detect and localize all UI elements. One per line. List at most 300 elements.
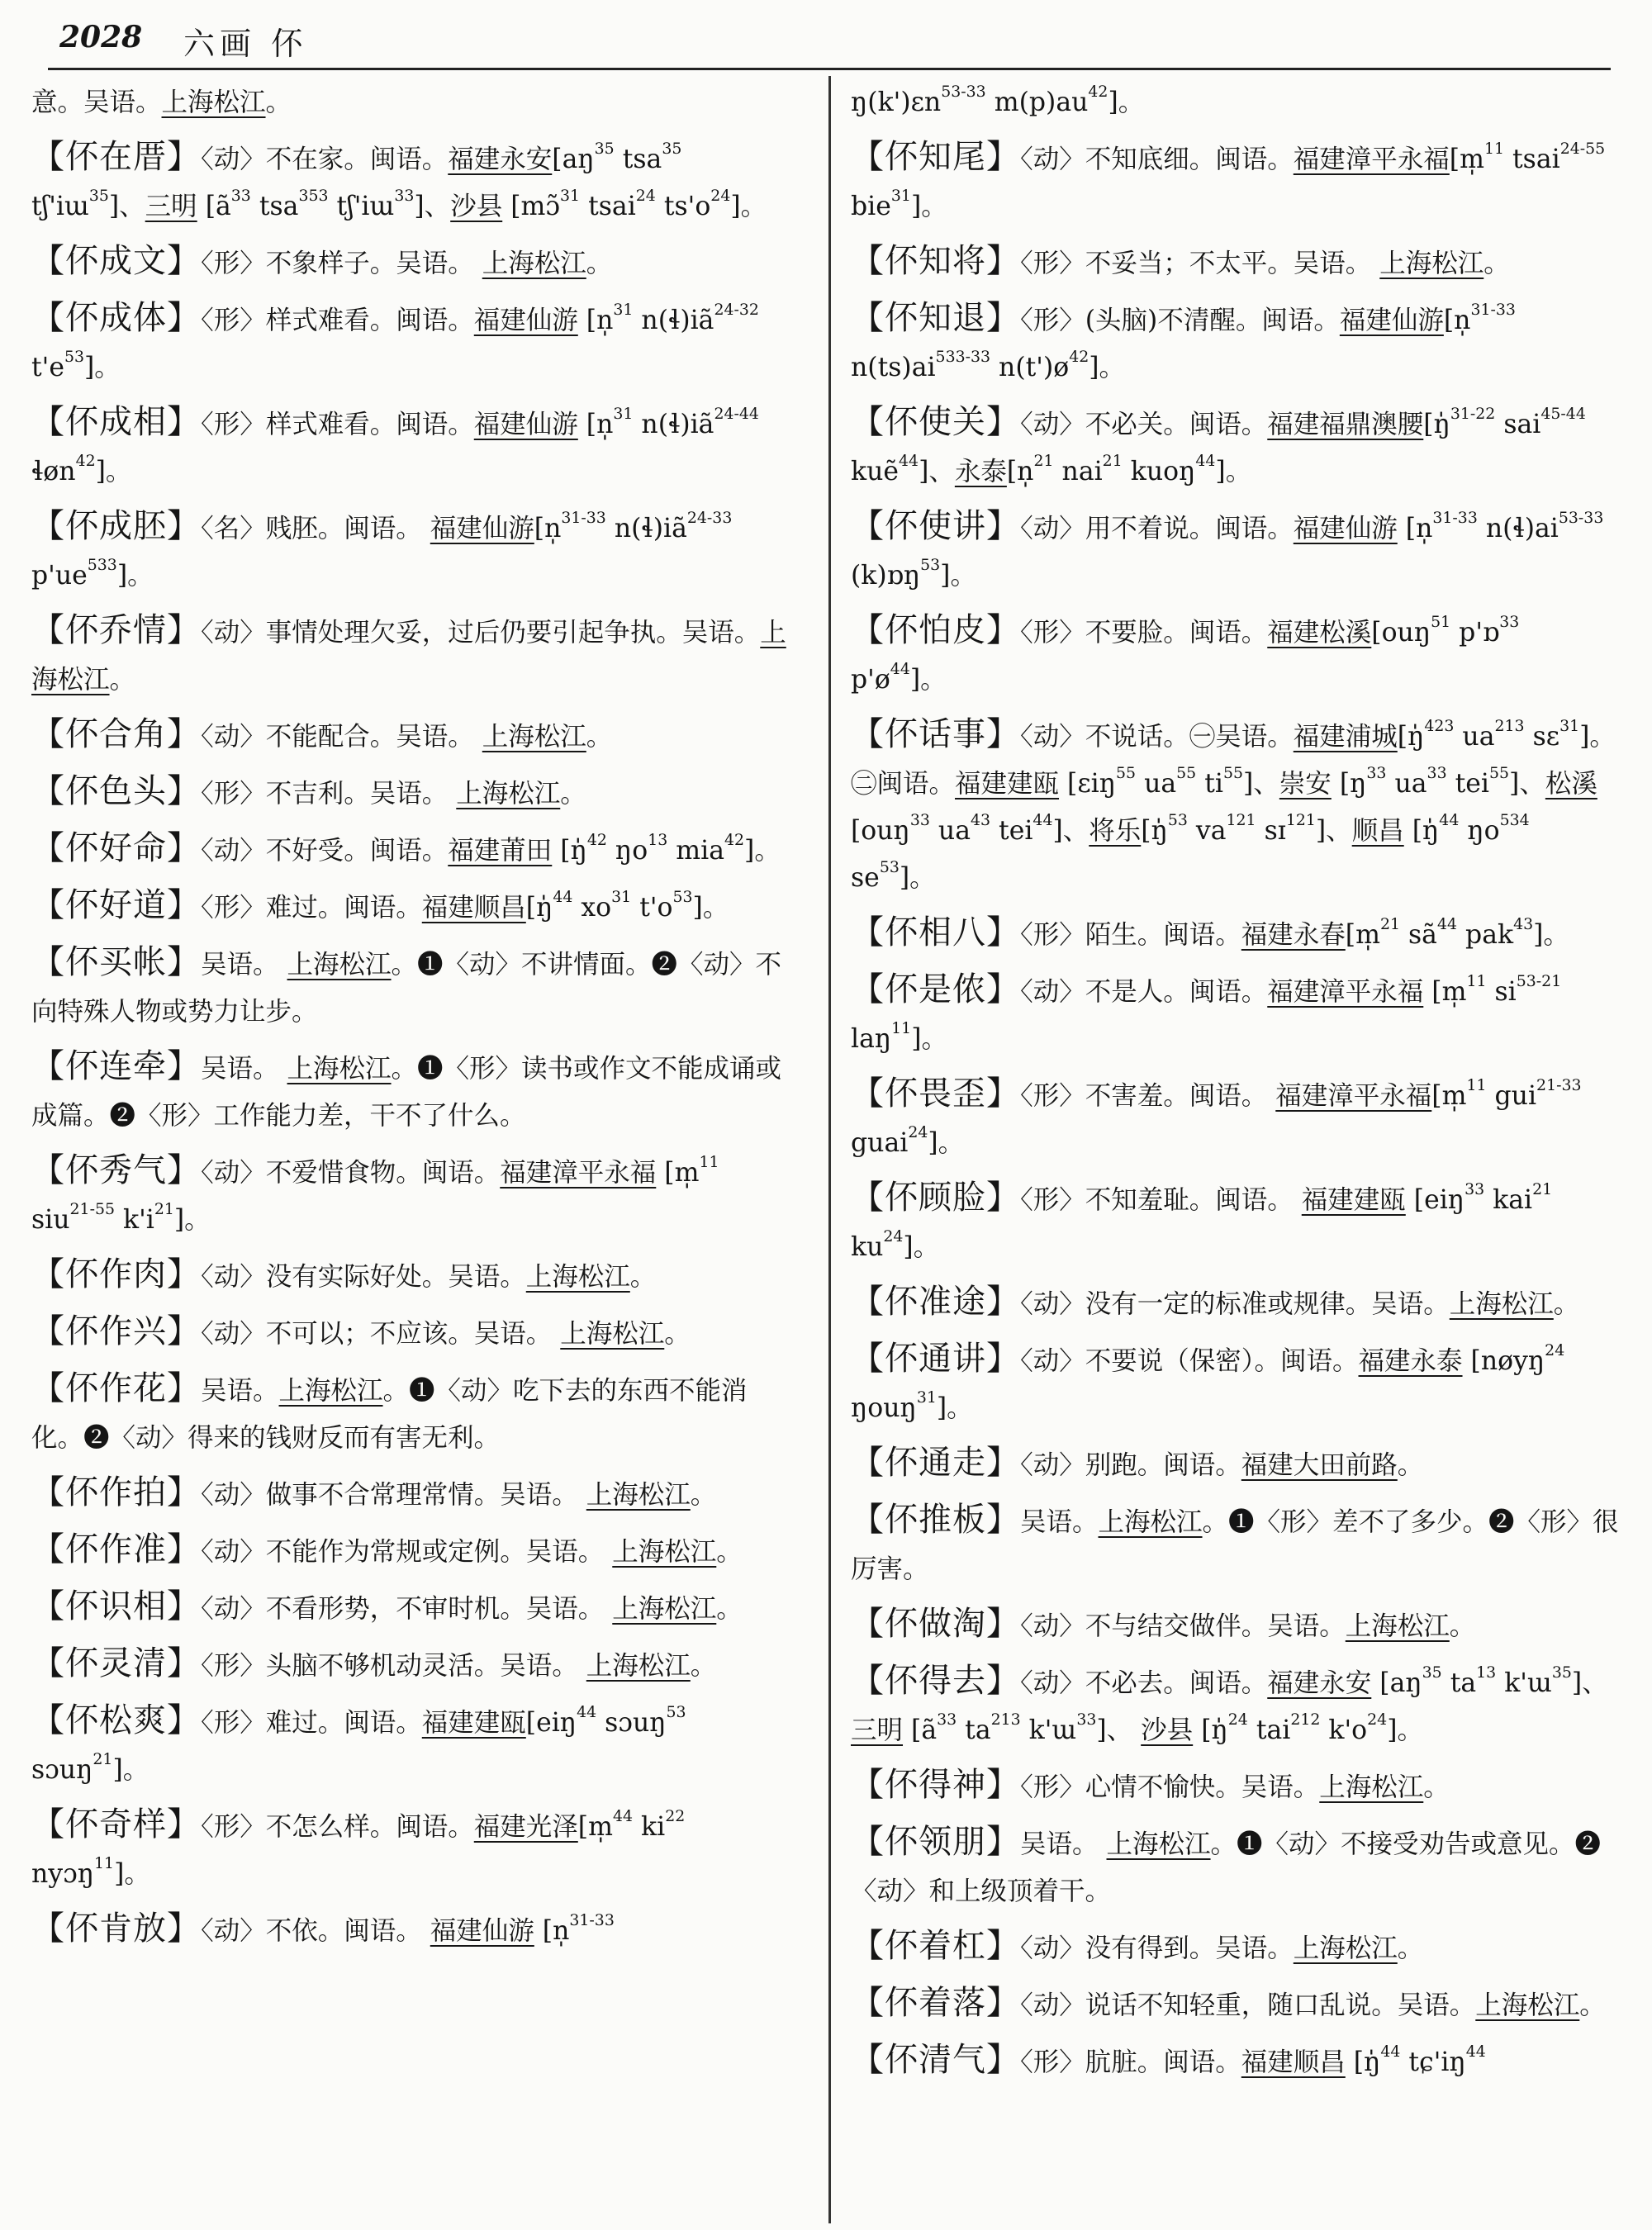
dictionary-entry	[851, 134, 1621, 230]
tone-mark: 35	[88, 187, 109, 205]
entry-text: [n̩	[534, 1916, 570, 1946]
tone-mark: 31	[916, 1388, 937, 1407]
tone-mark: 44	[890, 660, 910, 678]
tone-mark: 55	[1488, 764, 1510, 782]
tone-mark: 22	[665, 1807, 686, 1825]
tone-mark: 42	[75, 452, 96, 470]
place-name: 福建仙游	[473, 306, 578, 335]
tone-mark: 53	[920, 556, 941, 574]
entry-text: 〈形〉(头脑)不清醒。闽语。	[1020, 306, 1340, 335]
entry-text: [aŋ	[552, 145, 595, 174]
tone-mark: 31	[611, 888, 632, 906]
entry-text: ua	[929, 816, 971, 846]
tone-mark: 53-33	[1558, 509, 1604, 527]
entry-text: [n̩	[577, 410, 614, 439]
tone-mark: 45-44	[1540, 405, 1586, 423]
right-column	[851, 79, 1621, 2094]
entry-text: [n̩	[1397, 514, 1433, 543]
entry-text: 〈形〉头脑不够机动灵活。吴语。	[201, 1651, 586, 1681]
entry-text: [ŋ̍	[1141, 816, 1168, 846]
entry-text: ]、	[1315, 816, 1352, 846]
entry-text: 〈动〉做事不合常理常情。吴语。	[201, 1480, 586, 1510]
entry-text: laŋ	[851, 1024, 892, 1054]
tone-mark: 423	[1424, 717, 1455, 735]
entry-text: [n̩	[534, 514, 562, 543]
place-name: 福建仙游	[430, 1916, 534, 1946]
entry-text: siu	[31, 1205, 70, 1235]
entry-text: ]。	[730, 192, 767, 221]
entry-text: [ŋ̍	[552, 836, 587, 866]
entry-text: sɛ	[1524, 722, 1560, 752]
entry-headword: 【伓作准】	[31, 1530, 201, 1568]
entry-text: [ŋ̍	[1423, 410, 1450, 439]
entry-text: ɬøn	[31, 457, 76, 486]
place-name: 三明	[851, 1715, 904, 1745]
entry-text: tɕ'iŋ	[1400, 2047, 1466, 2077]
entry-text: n(t')ø	[990, 353, 1070, 382]
tone-mark: 31-33	[561, 509, 606, 527]
entry-text: ]、	[1243, 769, 1279, 799]
tone-mark: 21	[93, 1750, 113, 1768]
tone-mark: 534	[1499, 811, 1530, 829]
entry-headword: 【伓着落】	[851, 1984, 1020, 2022]
entry-text: ki	[633, 1812, 666, 1842]
entry-text: tai	[1247, 1715, 1291, 1745]
tone-mark: 44	[1195, 452, 1216, 470]
entry-text: [m̩	[1345, 920, 1380, 950]
entry-text: ]。	[903, 1232, 940, 1262]
entry-text: ]、	[414, 192, 451, 221]
entry-text: ku	[851, 1232, 884, 1262]
entry-text: 〈动〉不与结交做伴。吴语。	[1020, 1611, 1346, 1641]
place-name: 福建漳平永福	[1275, 1081, 1432, 1111]
entry-text: k'ɯ	[1020, 1715, 1077, 1745]
entry-headword: 【伓相八】	[851, 913, 1020, 951]
dictionary-entry	[851, 1440, 1621, 1489]
tone-mark: 33	[937, 1710, 957, 1729]
entry-text: n(ɬ)iã	[605, 514, 687, 543]
dictionary-entry	[31, 1043, 787, 1140]
tone-mark: 31-33	[1432, 509, 1478, 527]
entry-text: ]、	[1509, 769, 1545, 799]
place-name: 上海松江	[1293, 1933, 1398, 1963]
place-name: 永泰	[954, 457, 1007, 486]
entry-text: 〈形〉不吉利。吴语。	[201, 779, 457, 809]
dictionary-entry	[31, 768, 787, 818]
place-name: 福建建瓯	[1301, 1185, 1406, 1215]
tone-mark: 33	[1427, 764, 1447, 782]
tone-mark: 11	[699, 1153, 719, 1171]
tone-mark: 213	[990, 1710, 1021, 1729]
tone-mark: 533-33	[935, 348, 991, 366]
place-name: 三明	[145, 192, 197, 221]
dictionary-entry	[31, 939, 787, 1036]
entry-headword: 【伓是侬】	[851, 970, 1020, 1008]
place-name: 上海松江	[287, 950, 392, 980]
tone-mark: 24	[1367, 1710, 1388, 1729]
entry-text: gui	[1486, 1081, 1537, 1111]
tone-mark: 213	[1494, 717, 1525, 735]
entry-text: [m̩	[1423, 977, 1467, 1007]
entry-headword: 【伓连牵】	[31, 1047, 201, 1085]
dictionary-entry	[851, 1601, 1621, 1650]
tone-mark: 43	[970, 811, 991, 829]
tone-mark: 31-33	[1470, 301, 1516, 319]
entry-text: [nøyŋ	[1462, 1346, 1545, 1376]
dictionary-entry	[31, 1905, 787, 1955]
entry-text: ]。	[1215, 457, 1252, 486]
entry-text: 〈动〉没有实际好处。吴语。	[201, 1262, 526, 1292]
dictionary-entry	[31, 1697, 787, 1794]
tone-mark: 53	[672, 888, 693, 906]
entry-headword: 【伓做淘】	[851, 1605, 1020, 1643]
tone-mark: 21	[1102, 452, 1123, 470]
place-name: 福建仙游	[1293, 514, 1398, 543]
entry-headword: 【伓成相】	[31, 403, 201, 441]
entry-text: si	[1486, 977, 1517, 1007]
dictionary-entry	[31, 882, 787, 932]
dictionary-entry	[851, 295, 1621, 391]
tone-mark: 11	[1466, 1076, 1487, 1094]
entry-text: se	[851, 863, 880, 893]
dictionary-entry	[851, 1762, 1621, 1811]
entry-text: 〈形〉样式难看。闽语。	[201, 410, 474, 439]
place-name: 福建大田前路	[1241, 1450, 1398, 1480]
entry-headword: 【伓在厝】	[31, 138, 201, 176]
entry-headword: 【伓好命】	[31, 829, 201, 867]
dictionary-entry	[851, 1980, 1621, 2029]
entry-text: [m̩	[656, 1158, 700, 1188]
entry-text: [ouŋ	[851, 816, 910, 846]
entry-text: tei	[1446, 769, 1489, 799]
entry-headword: 【伓肯放】	[31, 1910, 201, 1948]
entry-text: 。❶〈动〉吃下去的东西不能消化。❷〈动〉得来的钱财反而有害无利。	[31, 1376, 748, 1453]
entry-text: t'o	[631, 893, 673, 923]
tone-mark: 53-33	[941, 83, 986, 101]
entry-text: 〈动〉不能配合。吴语。	[201, 722, 482, 752]
entry-text: mia	[667, 836, 724, 866]
entry-text: 〈动〉不看形势，不审时机。吴语。	[201, 1594, 613, 1624]
dictionary-entry	[31, 607, 787, 704]
tone-mark: 24-44	[714, 405, 759, 423]
place-name: 福建浦城	[1293, 722, 1398, 752]
entry-text: 。	[265, 88, 292, 117]
dictionary-entry	[851, 2037, 1621, 2086]
entry-text: ]。	[940, 561, 976, 591]
place-name: 福建漳平永福	[1267, 977, 1424, 1007]
entry-headword: 【伓知将】	[851, 242, 1020, 280]
tone-mark: 44	[1436, 915, 1458, 933]
tone-mark: 31-33	[569, 1911, 615, 1929]
entry-text: 〈动〉不好受。闽语。	[201, 836, 449, 866]
dictionary-entry	[31, 503, 787, 600]
entry-text: 〈形〉不要脸。闽语。	[1020, 618, 1268, 648]
column-divider	[828, 76, 831, 2223]
entry-text: bie	[851, 192, 891, 221]
entry-headword: 【伓话事】	[851, 715, 1020, 753]
tone-mark: 24	[1227, 1710, 1248, 1729]
place-name: 福建永泰	[1358, 1346, 1463, 1376]
dictionary-entry	[851, 1923, 1621, 1972]
entry-headword: 【伓色头】	[31, 772, 201, 810]
dictionary-entry	[851, 909, 1621, 959]
tone-mark: 24-55	[1559, 140, 1606, 158]
entry-headword: 【伓知退】	[851, 299, 1020, 337]
entry-text: 意。吴语。	[31, 88, 162, 117]
tone-mark: 24	[883, 1227, 904, 1245]
tone-mark: 11	[1483, 140, 1504, 158]
entry-text: ]。	[909, 665, 947, 695]
place-name: 松溪	[1545, 769, 1597, 799]
entry-text: sɔuŋ	[596, 1708, 667, 1738]
place-name: 福建建瓯	[421, 1708, 526, 1738]
place-name: 上海松江	[456, 779, 561, 809]
place-name: 崇安	[1279, 769, 1332, 799]
dictionary-entry	[31, 1147, 787, 1244]
tone-mark: 33	[1499, 613, 1520, 631]
entry-text: 〈动〉别跑。闽语。	[1020, 1450, 1241, 1480]
entry-text: [aŋ	[1371, 1668, 1422, 1698]
tone-mark: 42	[586, 831, 607, 849]
tone-mark: 33	[909, 811, 930, 829]
entry-headword: 【伓灵清】	[31, 1644, 201, 1682]
place-name: 上海松江	[1319, 1772, 1424, 1802]
place-name: 上海松江	[1449, 1289, 1554, 1319]
entry-text: 〈动〉不必去。闽语。	[1020, 1668, 1268, 1698]
place-name: 上海松江	[525, 1262, 630, 1292]
entry-text: ]。	[112, 1755, 150, 1785]
dictionary-entry	[31, 1526, 787, 1576]
tone-mark: 31	[1559, 717, 1580, 735]
entry-headword: 【伓得神】	[851, 1766, 1020, 1804]
tone-mark: 121	[1226, 811, 1256, 829]
dictionary-entry	[851, 1497, 1621, 1593]
place-name: 福建建瓯	[955, 769, 1060, 799]
entry-text: ]。㊁闽语。	[851, 722, 1616, 799]
entry-text: ]、	[1096, 1715, 1142, 1745]
entry-text: [ã	[197, 192, 231, 221]
tone-mark: 21	[1532, 1180, 1553, 1198]
continued-text	[851, 79, 1621, 126]
entry-text: 。	[629, 1262, 657, 1292]
place-name: 福建顺昌	[421, 893, 526, 923]
place-name: 福建永安	[1267, 1668, 1372, 1698]
entry-text: 〈动〉不爱惜食物。闽语。	[201, 1158, 501, 1188]
tone-mark: 33	[1076, 1710, 1097, 1729]
entry-text: 。	[560, 779, 586, 809]
entry-text: 〈形〉心情不愉快。吴语。	[1020, 1772, 1320, 1802]
entry-headword: 【伓奇样】	[31, 1805, 201, 1843]
entry-text: va	[1187, 816, 1227, 846]
entry-text: 。	[716, 1594, 743, 1624]
place-name: 上海松江	[278, 1376, 383, 1406]
tone-mark: 21	[1379, 915, 1400, 933]
entry-text: 吴语。	[1020, 1829, 1107, 1859]
entry-headword: 【伓成胚】	[31, 507, 201, 545]
entry-text: 吴语。	[201, 1054, 287, 1084]
tone-mark: 42	[1088, 83, 1108, 101]
place-name: 上海松江	[586, 1480, 691, 1510]
entry-text: [ŋ̍	[1403, 816, 1440, 846]
dictionary-entry	[851, 1279, 1621, 1328]
place-name: 上海松江	[1345, 1611, 1450, 1641]
entry-text: n(ts)ai	[851, 353, 936, 382]
entry-text: 〈形〉不怎么样。闽语。	[201, 1812, 474, 1842]
entry-text: ua	[1454, 722, 1495, 752]
entry-text: 〈形〉不象样子。吴语。	[201, 249, 482, 278]
place-name: 上海松江	[1379, 249, 1484, 278]
page-header	[59, 15, 1612, 73]
tone-mark: 53	[64, 348, 85, 366]
tone-mark: 33	[1366, 764, 1387, 782]
place-name: 福建漳平永福	[1293, 145, 1450, 174]
tone-mark: 21	[1033, 452, 1054, 470]
entry-text: 。	[1483, 249, 1510, 278]
entry-text: tsai	[580, 192, 636, 221]
entry-text: [ã	[903, 1715, 938, 1745]
place-name: 上海松江	[1106, 1829, 1211, 1859]
entry-text: guai	[851, 1128, 909, 1158]
entry-text: 〈动〉不依。闽语。	[201, 1916, 430, 1946]
entry-headword: 【伓领朋】	[851, 1823, 1020, 1861]
entry-text: [n̩	[1006, 457, 1034, 486]
place-name: 上海松江	[612, 1594, 717, 1624]
entry-text: 〈动〉没有一定的标准或规律。吴语。	[1020, 1289, 1450, 1319]
tone-mark: 55	[1176, 764, 1197, 782]
entry-text: 〈形〉难过。闽语。	[201, 893, 422, 923]
entry-headword: 【伓成体】	[31, 299, 201, 337]
dictionary-entry	[31, 1583, 787, 1633]
entry-text: 〈动〉不必关。闽语。	[1020, 410, 1268, 439]
entry-text: ]。	[936, 1393, 973, 1423]
entry-text: [ŋ	[1331, 769, 1367, 799]
tone-mark: 11	[891, 1019, 912, 1037]
entry-text: ŋo	[1459, 816, 1500, 846]
entry-text: [ŋ̍	[1397, 722, 1425, 752]
dictionary-entry	[851, 503, 1621, 600]
place-name: 福建漳平永福	[500, 1158, 657, 1188]
entry-text: 〈动〉说话不知轻重，随口乱说。吴语。	[1020, 1990, 1476, 2020]
dictionary-entry	[31, 1365, 787, 1462]
tone-mark: 55	[1222, 764, 1243, 782]
tone-mark: 21	[154, 1200, 174, 1218]
dictionary-entry	[851, 711, 1621, 902]
tone-mark: 35	[1551, 1663, 1572, 1682]
tone-mark: 353	[298, 187, 329, 205]
place-name: 顺昌	[1351, 816, 1404, 846]
tone-mark: 35	[662, 140, 682, 158]
entry-text: 。	[1423, 1772, 1450, 1802]
entry-text: [ɛiŋ	[1059, 769, 1117, 799]
entry-text: 。❶〈形〉差不了多少。❷〈形〉很厉害。	[851, 1507, 1619, 1584]
entry-text: 〈形〉不妥当；不太平。吴语。	[1020, 249, 1380, 278]
place-name: 将乐	[1089, 816, 1142, 846]
place-name: 沙县	[450, 192, 503, 221]
entry-text: [eiŋ	[1405, 1185, 1465, 1215]
entry-text: [m̩	[1431, 1081, 1467, 1111]
entry-text: 〈动〉不能作为常规或定例。吴语。	[201, 1537, 613, 1567]
dictionary-entry	[31, 1801, 787, 1898]
tone-mark: 53	[666, 1703, 686, 1721]
entry-headword: 【伓准途】	[851, 1283, 1020, 1321]
entry-text: 〈形〉不害羞。闽语。	[1020, 1081, 1276, 1111]
dictionary-entry	[851, 1174, 1621, 1271]
place-name: 上海松江	[612, 1537, 717, 1567]
place-name: 上海松江	[1098, 1507, 1203, 1537]
entry-text: [eiŋ	[525, 1708, 577, 1738]
dictionary-entry	[851, 1336, 1621, 1432]
tone-mark: 21-55	[69, 1200, 115, 1218]
header-rule	[48, 68, 1611, 70]
entry-text: ]。	[1533, 920, 1569, 950]
entry-text: ]。	[928, 1128, 965, 1158]
place-name: 福建仙游	[1339, 306, 1444, 335]
place-name: 福建松溪	[1267, 618, 1372, 648]
place-name: 福建仙游	[430, 514, 534, 543]
entry-text: 。	[109, 665, 136, 695]
entry-text: p'ue	[31, 561, 88, 591]
entry-text: [n̩	[1443, 306, 1471, 335]
entry-text: 。	[586, 249, 613, 278]
place-name: 福建仙游	[473, 410, 578, 439]
tone-mark: 24	[1545, 1341, 1565, 1359]
entry-text: 。	[1397, 1933, 1424, 1963]
entry-headword: 【伓好道】	[31, 886, 201, 924]
entry-text: [m̩	[1449, 145, 1484, 174]
entry-text: nyɔŋ	[31, 1859, 95, 1889]
place-name: 福建莆田	[448, 836, 553, 866]
entry-text: ]。	[84, 353, 121, 382]
entry-text: sã	[1400, 920, 1437, 950]
entry-text: 。	[716, 1537, 743, 1567]
entry-headword: 【伓合角】	[31, 715, 201, 753]
tone-mark: 212	[1290, 1710, 1321, 1729]
dictionary-entry	[31, 295, 787, 391]
entry-text: 〈形〉肮脏。闽语。	[1020, 2047, 1241, 2077]
entry-text: ]。	[692, 893, 729, 923]
entry-text: tʃ'iɯ	[328, 192, 395, 221]
tone-mark: 31	[560, 187, 581, 205]
place-name: 上海松江	[482, 249, 586, 278]
entry-text: 〈动〉不知底细。闽语。	[1020, 145, 1294, 174]
entry-text: [ŋ̍	[1345, 2047, 1381, 2077]
entry-text: tsa	[250, 192, 299, 221]
dictionary-entry	[31, 825, 787, 875]
entry-text: ]。	[95, 457, 132, 486]
tone-mark: 21-33	[1536, 1076, 1582, 1094]
tone-mark: 33	[1464, 1180, 1485, 1198]
entry-text: 吴语。	[201, 1376, 279, 1406]
entry-text: 。	[690, 1480, 717, 1510]
entry-text: m(p)au	[985, 88, 1089, 117]
tone-mark: 43	[1513, 915, 1534, 933]
tone-mark: 31-22	[1450, 405, 1496, 423]
entry-headword: 【伓作肉】	[31, 1255, 201, 1293]
tone-mark: 44	[1380, 2043, 1401, 2061]
entry-text: k'i	[115, 1205, 154, 1235]
entry-text: 〈形〉陌生。闽语。	[1020, 920, 1241, 950]
entry-text: ]、	[1571, 1668, 1608, 1698]
tone-mark: 11	[94, 1854, 115, 1872]
dictionary-entry	[851, 1658, 1621, 1754]
tone-mark: 44	[1465, 2043, 1486, 2061]
entry-text: 。❶〈动〉不讲情面。❷〈动〉不向特殊人物或势力让步。	[31, 950, 782, 1027]
entry-text: ]。	[1108, 88, 1145, 117]
entry-headword: 【伓知尾】	[851, 138, 1020, 176]
entry-text: 〈动〉不可以；不应该。吴语。	[201, 1319, 561, 1349]
entry-text: 吴语。	[1020, 1507, 1099, 1537]
entry-text: 〈动〉不要说（保密）。闽语。	[1020, 1346, 1359, 1376]
